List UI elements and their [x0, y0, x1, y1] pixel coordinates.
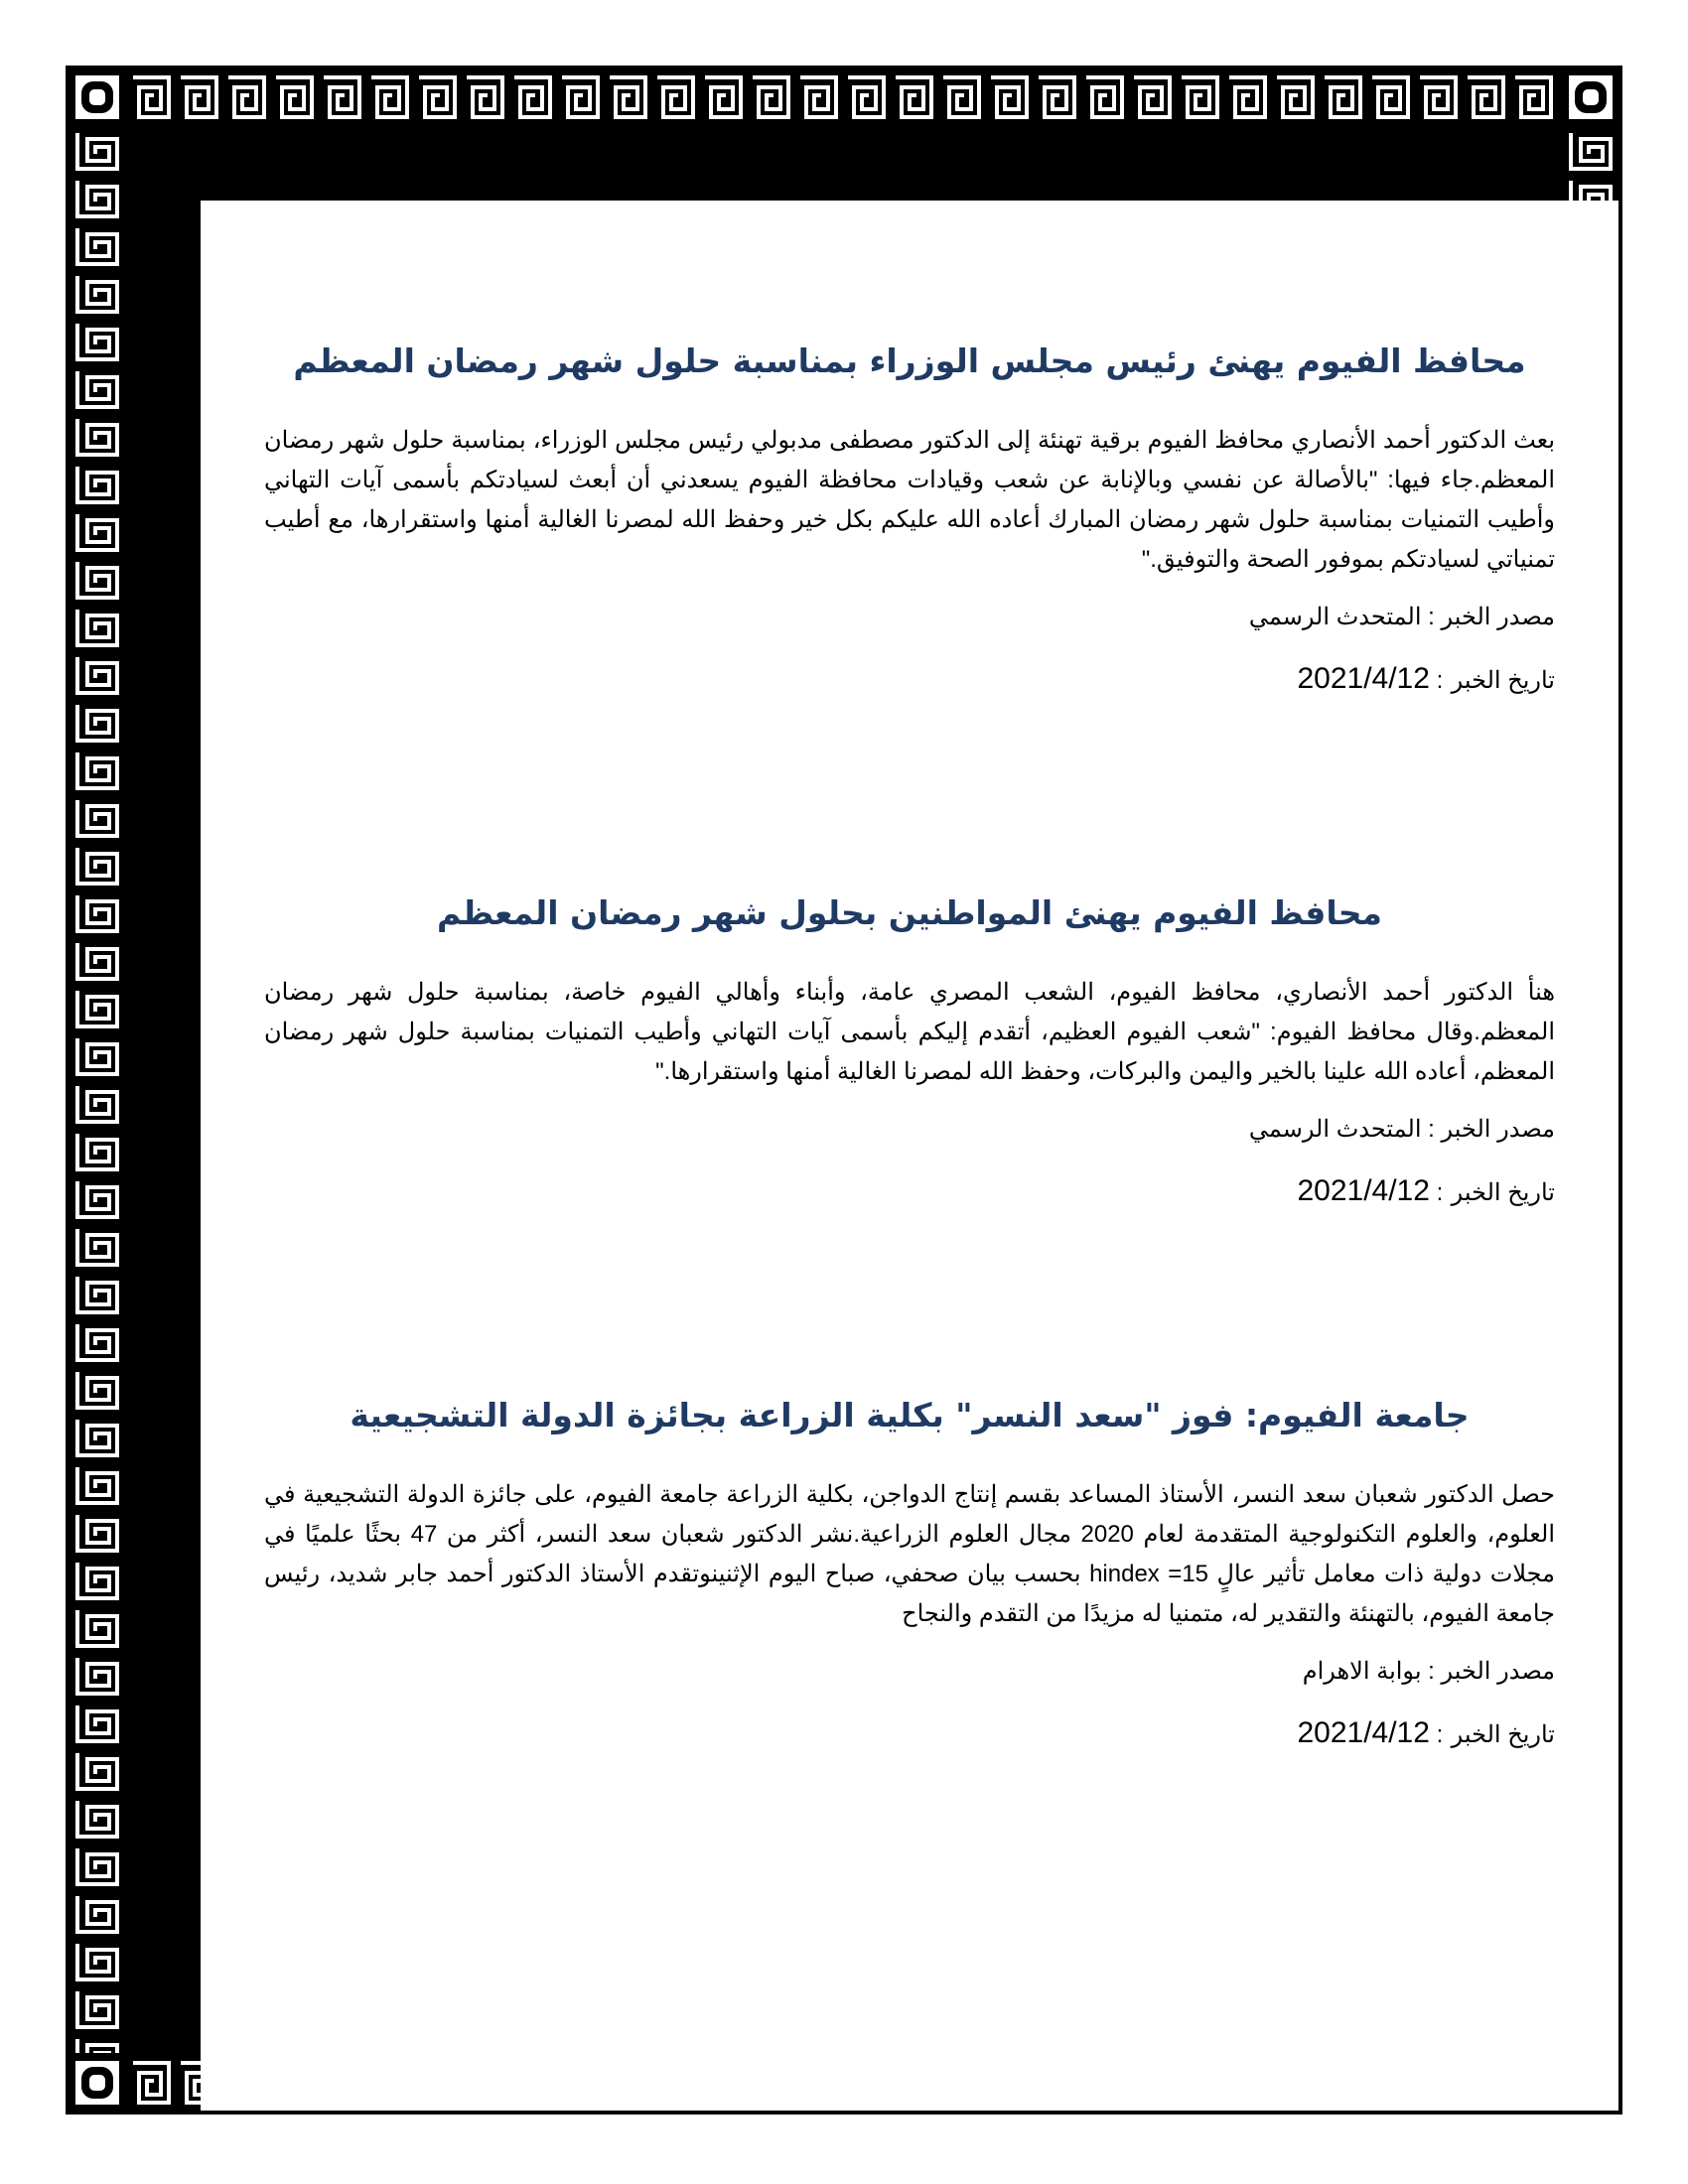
article-title: محافظ الفيوم يهنئ المواطنين بحلول شهر رمضان المعظم — [437, 893, 1382, 932]
article-date: تاريخ الخبر : 2021/4/12 — [1297, 662, 1555, 695]
source-label: مصدر الخبر — [1441, 1116, 1555, 1143]
article-date: تاريخ الخبر : 2021/4/12 — [1297, 1716, 1555, 1749]
article-title: محافظ الفيوم يهنئ رئيس مجلس الوزراء بمناسبة حلول شهر رمضان المعظم — [293, 341, 1526, 380]
date-label: تاريخ الخبر — [1451, 1721, 1555, 1748]
source-label: مصدر الخبر — [1441, 1658, 1555, 1685]
date-label: تاريخ الخبر — [1451, 1179, 1555, 1206]
news-article — [264, 1394, 1555, 1755]
article-source: مصدر الخبر : بوابة الاهرام — [1302, 1658, 1555, 1685]
date-value: 2021/4/12 — [1297, 662, 1430, 695]
greek-key-strip-left — [70, 127, 125, 2053]
article-body: حصل الدكتور شعبان سعد النسر، الأستاذ المساعد بقسم إنتاج الدواجن، بكلية الزراعة جامعة الفيوم، على جائزة الدولة التشجيعية في العلوم، والعلوم التكنولوجية المتقدمة لعام 2020 مجال العلوم الزراعية.نشر الدكتور شعبان سعد النسر، أكثر من 47 بحثًا علميًا في مجلات دولية ذات معامل تأثير عالٍ 15= hindex بحسب بيان صحفي، صباح اليوم الإثنينوتقدم الأستاذ الدكتور أحمد جابر شديد، رئيس جامعة الفيوم، بالتهنئة والتقدير له، متمنيا له مزيدًا من التقدم والنجاح — [264, 1481, 1556, 1627]
corner-ornament-icon — [1563, 69, 1618, 125]
corner-ornament-icon — [70, 69, 125, 125]
article-body: بعث الدكتور أحمد الأنصاري محافظ الفيوم برقية تهنئة إلى الدكتور مصطفى مدبولي رئيس مجلس الوزراء، بمناسبة حلول شهر رمضان المعظم.جاء فيها: "بالأصالة عن نفسي وبالإنابة عن شعب وقيادات محافظة الفيوم يسعدني أن أبعث لسيادتكم بأسمى آيات التهاني وأطيب التمنيات بمناسبة حلول شهر رمضان المبارك أعاده الله عليكم بكل خير وحفظ الله لمصرنا الغالية أمنها واستقرارها، مع أطيب تمنياتي لسيادتكم بموفور الصحة والتوفيق." — [264, 427, 1555, 573]
source-value: بوابة الاهرام — [1302, 1658, 1422, 1685]
news-article — [264, 891, 1555, 1213]
article-body: هنأ الدكتور أحمد الأنصاري، محافظ الفيوم، الشعب المصري عامة، وأبناء وأهالي الفيوم خاصة، بمناسبة حلول شهر رمضان المعظم.وقال محافظ الفيوم: "شعب الفيوم العظيم، أتقدم إليكم بأسمى آيات التهاني وأطيب التمنيات بمناسبة حلول شهر رمضان المعظم، أعاده الله علينا بالخير واليمن والبركات، وحفظ الله لمصرنا الغالية أمنها واستقرارها." — [264, 979, 1555, 1085]
date-label: تاريخ الخبر — [1451, 667, 1555, 694]
date-value: 2021/4/12 — [1297, 1716, 1430, 1749]
article-source: مصدر الخبر : المتحدث الرسمي — [1248, 604, 1555, 630]
page-content — [201, 201, 1618, 2111]
article-source: مصدر الخبر : المتحدث الرسمي — [1248, 1116, 1555, 1143]
greek-key-strip-top — [127, 69, 1561, 125]
news-article — [264, 340, 1555, 701]
article-date: تاريخ الخبر : 2021/4/12 — [1297, 1174, 1555, 1207]
source-value: المتحدث الرسمي — [1248, 604, 1422, 630]
greek-key-page-border — [66, 66, 1622, 2115]
article-title: جامعة الفيوم: فوز "سعد النسر" بكلية الزراعة بجائزة الدولة التشجيعية — [350, 1396, 1470, 1434]
source-label: مصدر الخبر — [1441, 604, 1555, 630]
corner-ornament-icon — [70, 2055, 125, 2111]
date-value: 2021/4/12 — [1297, 1174, 1430, 1207]
source-value: المتحدث الرسمي — [1248, 1116, 1422, 1143]
